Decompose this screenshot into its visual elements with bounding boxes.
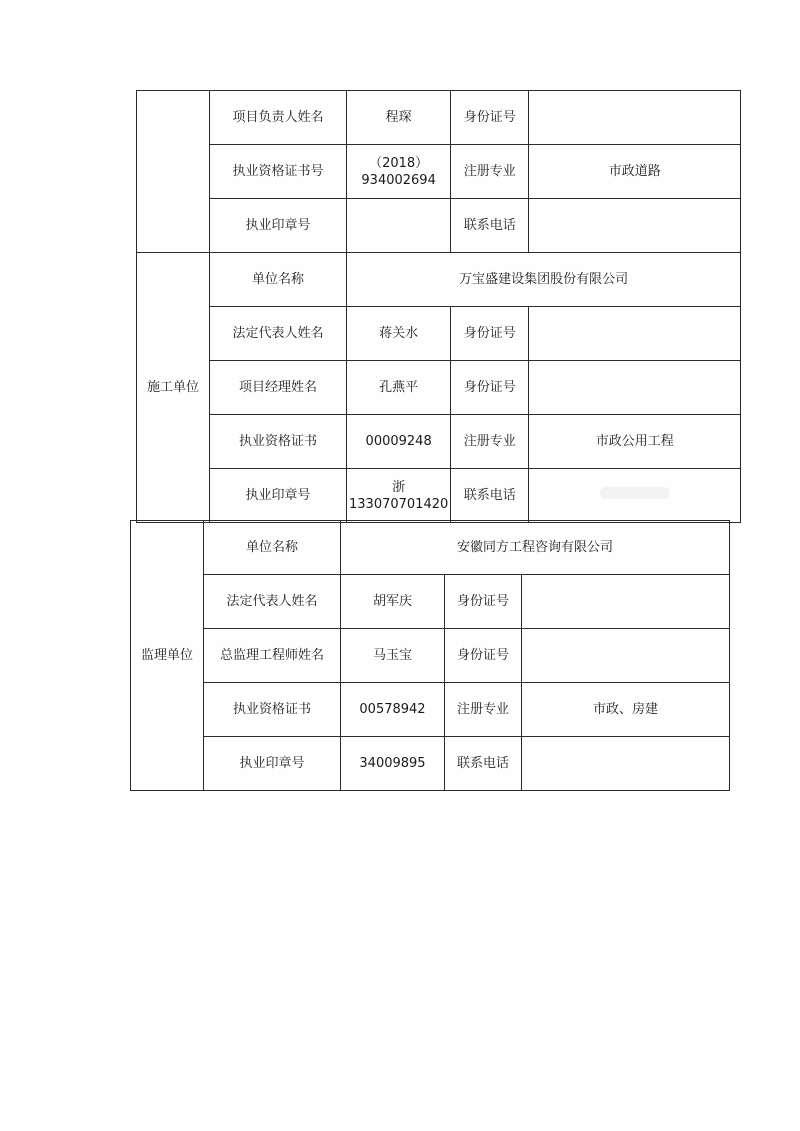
cu-cert-label: 执业资格证书 [210, 415, 347, 469]
su-major-label: 注册专业 [445, 683, 522, 737]
cu-seal-value [347, 469, 451, 523]
table-row [137, 415, 741, 469]
cu-manager-id-label: 身份证号 [451, 361, 529, 415]
su-chief-id-label: 身份证号 [445, 629, 522, 683]
cu-legal-rep-id-value [529, 307, 741, 361]
su-major: 市政、房建 [522, 683, 730, 737]
section-label-cell [137, 91, 210, 253]
table-row [131, 737, 730, 791]
table-row [137, 91, 741, 145]
su-phone-label: 联系电话 [445, 737, 522, 791]
pm-cert-value [347, 145, 451, 199]
pm-cert-line1: （2018） [369, 155, 429, 171]
pm-major: 市政道路 [529, 145, 741, 199]
cu-manager-label: 项目经理姓名 [210, 361, 347, 415]
cu-legal-rep-label: 法定代表人姓名 [210, 307, 347, 361]
table-row [137, 361, 741, 415]
su-seal-label: 执业印章号 [204, 737, 341, 791]
su-unit-name: 安徽同方工程咨询有限公司 [341, 521, 730, 575]
cu-cert: 00009248 [347, 415, 451, 469]
pm-name: 程琛 [347, 91, 451, 145]
construction-section-label: 施工单位 [137, 253, 210, 523]
su-legal-rep-label: 法定代表人姓名 [204, 575, 341, 629]
cu-unit-name: 万宝盛建设集团股份有限公司 [347, 253, 741, 307]
pm-cert-label: 执业资格证书号 [210, 145, 347, 199]
pm-name-label: 项目负责人姓名 [210, 91, 347, 145]
table-row [131, 629, 730, 683]
table-row [137, 469, 741, 523]
supervision-info-table [130, 520, 730, 791]
su-chief-label: 总监理工程师姓名 [204, 629, 341, 683]
table-row [131, 683, 730, 737]
su-phone-value [522, 737, 730, 791]
su-legal-rep-id-value [522, 575, 730, 629]
pm-seal-value [347, 199, 451, 253]
cu-seal-line1: 浙 [392, 479, 406, 495]
table-row [137, 145, 741, 199]
cu-major: 市政公用工程 [529, 415, 741, 469]
table-row [137, 199, 741, 253]
table-row [131, 521, 730, 575]
pm-id-label: 身份证号 [451, 91, 529, 145]
pm-phone-label: 联系电话 [451, 199, 529, 253]
su-legal-rep-id-label: 身份证号 [445, 575, 522, 629]
table-row [131, 575, 730, 629]
pm-major-label: 注册专业 [451, 145, 529, 199]
supervision-section-label: 监理单位 [131, 521, 204, 791]
su-cert-label: 执业资格证书 [204, 683, 341, 737]
table-row [137, 253, 741, 307]
pm-seal-label: 执业印章号 [210, 199, 347, 253]
table-row [137, 307, 741, 361]
su-cert: 00578942 [341, 683, 445, 737]
su-legal-rep: 胡军庆 [341, 575, 445, 629]
pm-id-value [529, 91, 741, 145]
cu-seal-label: 执业印章号 [210, 469, 347, 523]
cu-major-label: 注册专业 [451, 415, 529, 469]
cu-unit-name-label: 单位名称 [210, 253, 347, 307]
cu-phone-label: 联系电话 [451, 469, 529, 523]
su-seal: 34009895 [341, 737, 445, 791]
pm-cert-line2: 934002694 [361, 172, 436, 188]
construction-info-table [136, 90, 741, 523]
cu-legal-rep: 蒋关水 [347, 307, 451, 361]
redacted-mark [600, 487, 670, 499]
pm-phone-value [529, 199, 741, 253]
cu-manager-id-value [529, 361, 741, 415]
cu-seal-line2: 133070701420 [349, 496, 449, 512]
cu-phone-value [529, 469, 741, 523]
su-chief-id-value [522, 629, 730, 683]
cu-manager: 孔燕平 [347, 361, 451, 415]
cu-legal-rep-id-label: 身份证号 [451, 307, 529, 361]
su-unit-name-label: 单位名称 [204, 521, 341, 575]
su-chief: 马玉宝 [341, 629, 445, 683]
